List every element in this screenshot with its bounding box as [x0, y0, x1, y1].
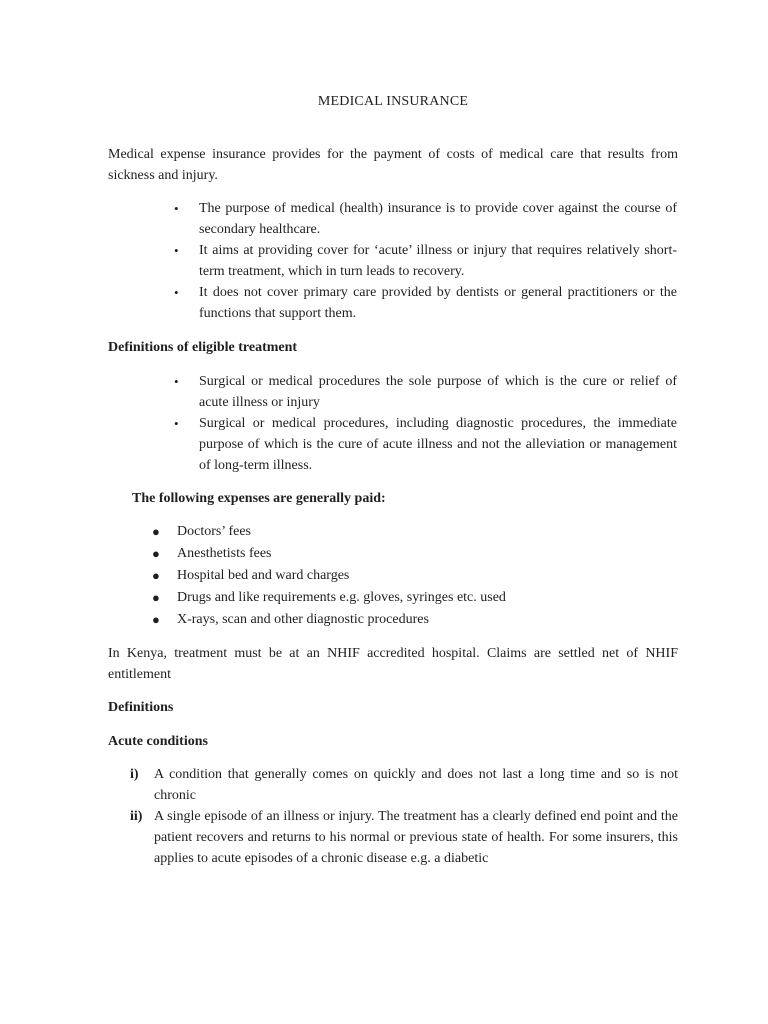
list-item: ● Doctors’ fees — [177, 521, 677, 543]
list-item: ● X-rays, scan and other diagnostic procedures — [177, 609, 677, 631]
list-item: • It aims at providing cover for ‘acute’ illness or injury that requires relatively short-term treatment, which in turn leads to recovery. — [199, 240, 677, 282]
list-number: i) — [130, 767, 139, 782]
list-item: i) A condition that generally comes on quickly and does not last a long time and so is not chronic — [154, 764, 678, 806]
document-title: MEDICAL INSURANCE — [317, 94, 469, 109]
definitions-heading: Definitions — [108, 700, 174, 715]
bullet-icon: • — [174, 374, 179, 389]
list-item: • It does not cover primary care provided by dentists or general practitioners or the functions that support them. — [199, 282, 677, 324]
intro-paragraph: Medical expense insurance provides for the payment of costs of medical care that results from sickness and injury. — [108, 147, 678, 183]
bullet-icon: ● — [152, 568, 160, 583]
acute-conditions-heading: Acute conditions — [108, 734, 208, 749]
bullet-icon: • — [174, 243, 179, 258]
list-item: ● Anesthetists fees — [177, 543, 677, 565]
expenses-list — [152, 521, 677, 631]
list-item: ● Drugs and like requirements e.g. gloves, syringes etc. used — [177, 587, 677, 609]
list-item: • The purpose of medical (health) insurance is to provide cover against the course of secondary healthcare. — [199, 198, 677, 240]
bullet-icon: • — [174, 201, 179, 216]
purpose-list — [174, 198, 677, 324]
list-item: ii) A single episode of an illness or injury. The treatment has a clearly defined end point and the patient recovers and returns to his normal or previous state of health. For some insurers, this applies to acute episodes of a chronic disease e.g. a diabetic — [154, 806, 678, 869]
bullet-icon: ● — [152, 524, 160, 539]
list-item: • Surgical or medical procedures, including diagnostic procedures, the immediate purpose of which is the cure of acute illness and not the alleviation or management of long-term illness. — [199, 413, 677, 476]
bullet-icon: ● — [152, 546, 160, 561]
bullet-icon: • — [174, 285, 179, 300]
bullet-icon: ● — [152, 612, 160, 627]
acute-conditions-list — [130, 764, 678, 869]
bullet-icon: ● — [152, 590, 160, 605]
expenses-heading: The following expenses are generally paid: — [132, 491, 386, 506]
list-item: • Surgical or medical procedures the sole purpose of which is the cure or relief of acute illness or injury — [199, 371, 677, 413]
kenya-paragraph: In Kenya, treatment must be at an NHIF accredited hospital. Claims are settled net of NHIF entitlement — [108, 646, 678, 682]
bullet-icon: • — [174, 416, 179, 431]
list-number: ii) — [130, 809, 143, 824]
eligible-list — [174, 371, 677, 476]
list-item: ● Hospital bed and ward charges — [177, 565, 677, 587]
eligible-treatment-heading: Definitions of eligible treatment — [108, 340, 298, 355]
